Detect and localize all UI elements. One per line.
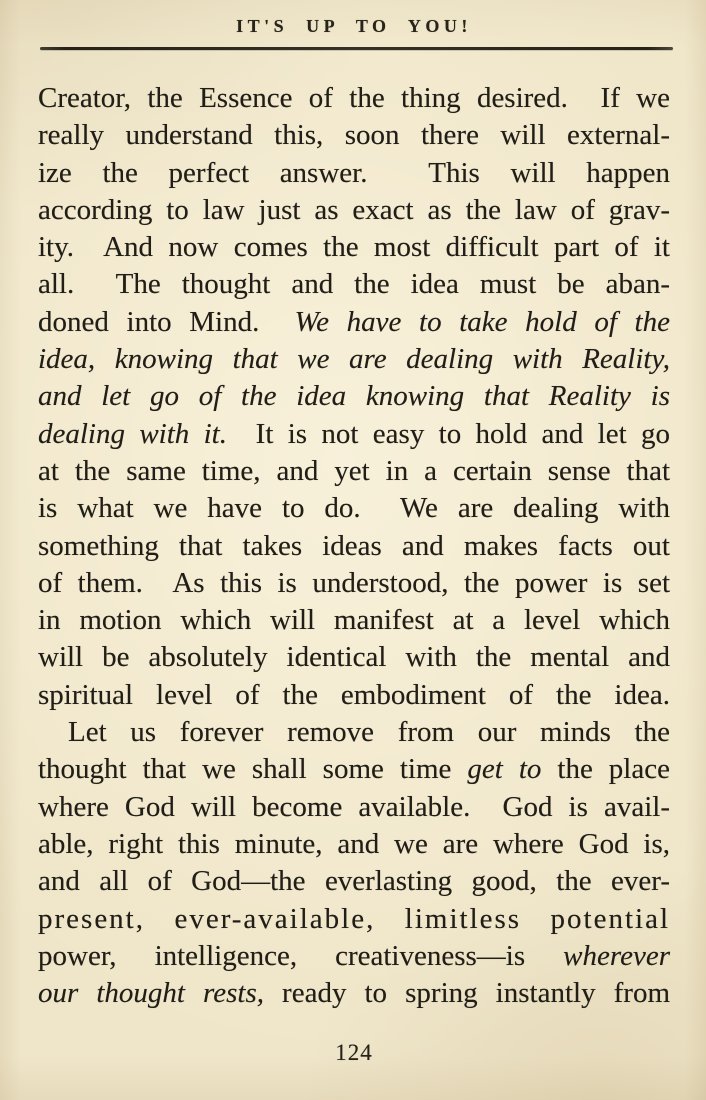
text-line [38,192,670,229]
text-segment: something that takes ideas and makes facts out [38,529,670,562]
text-line [38,565,670,602]
text-segment: ize the perfect answer. This will happen [38,156,670,189]
text-line [38,901,670,938]
text-line [38,229,670,266]
text-line [38,416,670,453]
text-segment: really understand this, soon there will external- [38,119,670,152]
text-line [38,677,670,714]
text-segment: Creator, the Essence of the thing desired. If we [38,82,670,114]
text-segment: where God will become available. God is avail- [38,790,670,823]
text-segment: is what we have to do. We are dealing with [38,492,670,525]
italic-text-segment: dealing with it. [38,417,227,450]
text-line [38,602,670,639]
italic-text-segment: get to [467,753,542,786]
text-line [38,975,670,1012]
text-segment: ready to spring instantly from [263,977,671,1010]
text-segment: according to law just as exact as the law of grav- [38,193,670,226]
page-number: 124 [335,1040,373,1065]
text-segment: power, intelligence, creativeness—is [38,939,564,972]
text-line [38,490,670,527]
header-rule [40,47,673,50]
text-line [38,528,670,565]
text-line [38,378,670,415]
running-head-title: IT'S UP TO YOU! [236,16,472,36]
text-line [38,938,670,975]
text-segment: ity. And now comes the most difficult part of it [38,231,670,264]
italic-text-segment: our thought rests, [38,977,264,1010]
italic-text-segment: idea, knowing that we are dealing with Reality, [38,343,670,376]
text-line [38,341,670,378]
text-segment: will be absolutely identical with the mental and [38,641,670,674]
page-body [38,80,670,1012]
text-segment: thought that we shall some time [38,753,468,786]
text-line [38,266,670,303]
text-line [38,117,670,154]
text-line [38,453,670,490]
text-line [38,751,670,788]
text-segment: doned into Mind. [38,305,295,338]
text-line [38,714,670,751]
text-line [38,155,670,192]
text-line [38,863,670,900]
text-segment: of them. As this is understood, the power is set [38,566,670,599]
text-segment: able, right this minute, and we are where God is, [38,827,670,860]
text-segment: It is not easy to hold and let go [226,417,670,450]
text-segment: in motion which will manifest at a level which [38,604,670,637]
text-line [38,639,670,676]
text-line [38,304,670,341]
text-line [38,80,670,117]
italic-text-segment: and let go of the idea knowing that Reality is [38,380,670,413]
text-segment: all. The thought and the idea must be aban- [38,268,670,301]
text-segment: Let us forever remove from our minds the [68,716,670,749]
text-line [38,789,670,826]
text-line [38,826,670,863]
text-segment: spiritual level of the embodiment of the idea. [38,678,670,711]
text-segment: and all of God—the everlasting good, the ever- [38,865,670,898]
text-segment: at the same time, and yet in a certain sense that [38,454,670,487]
italic-text-segment: We have to take hold of the [294,305,670,338]
text-segment: the place [541,753,670,786]
italic-text-segment: wherever [563,939,670,972]
text-segment: present, ever-available, limitless potential [38,902,670,935]
